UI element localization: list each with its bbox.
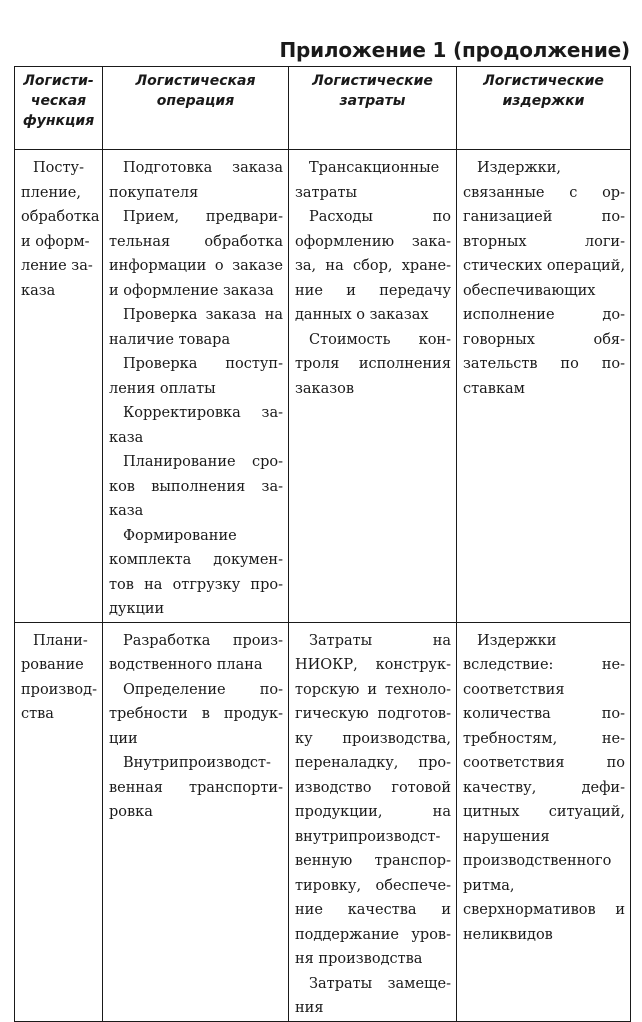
header-label: Логистические издержки (483, 73, 604, 109)
cell-paragraph: Трансакционные затраты (295, 160, 440, 201)
cell-expenses (457, 622, 631, 1021)
cell-paragraph: Подготовка заказа покупателя (109, 160, 283, 201)
cell-paragraph: Планирование сроков выполнения заказа (109, 454, 283, 519)
cell-operations (103, 622, 289, 1021)
header-expenses (457, 67, 631, 150)
cell-paragraph: Прием, предварительная обработка информации о заказе и оформление заказа (109, 209, 283, 299)
cell-expenses (457, 150, 631, 623)
header-costs (289, 67, 457, 150)
cell-paragraph: Издержки вследствие: несоответствия количества потребностям, несоответствия по качеству, дефицитных ситуаций, нарушения производственного ритма, сверхнормативов и неликвидов (463, 632, 625, 943)
cell-costs (289, 150, 457, 623)
cell-paragraph: Затраты замещения (295, 975, 451, 1016)
cell-operations (103, 150, 289, 623)
cell-paragraph: Расходы по оформлению заказа, на сбор, хранение и передачу данных о заказах (295, 209, 451, 323)
table-row (15, 150, 631, 623)
cell-paragraph: Корректировка заказа (109, 405, 283, 446)
cell-function (15, 150, 103, 623)
logistics-table (14, 66, 631, 1022)
cell-paragraph: Затраты на НИОКР, конструкторскую и технологическую подготовку производства, переналадку, производство готовой продукции, на внутрипроизводственную транспортировку, обеспечение качества и поддержание уровня производства (295, 632, 451, 967)
cell-function (15, 622, 103, 1021)
header-function (15, 67, 103, 150)
cell-paragraph: Определение потребности в продукции (109, 681, 283, 747)
cell-paragraph: Внутрипроизводственная транспортировка (109, 755, 283, 820)
cell-paragraph: Проверка поступления оплаты (109, 356, 283, 397)
cell-paragraph: Планирование производства (21, 632, 97, 722)
cell-paragraph: Стоимость контроля исполнения заказов (295, 331, 451, 397)
header-label: Логисти- ческая функция (22, 73, 95, 129)
header-label: Логистические затраты (312, 73, 433, 109)
cell-paragraph: Разработка производственного плана (109, 632, 283, 673)
header-label: Логистическая операция (135, 73, 256, 109)
table-row (15, 622, 631, 1021)
cell-paragraph: Формирование комплекта документов на отгрузку продукции (109, 527, 283, 617)
cell-paragraph: Издержки, связанные с организацией повторных логистических операций, обеспечивающих исполнение договорных обязательств по поставкам (463, 160, 625, 397)
header-operation (103, 67, 289, 150)
cell-costs (289, 622, 457, 1021)
page-title: Приложение 1 (продолжение) (279, 38, 630, 62)
cell-paragraph: Проверка заказа на наличие товара (109, 307, 283, 348)
table-header-row (15, 67, 631, 150)
cell-paragraph: Поступление, обработка и оформление заказа (21, 160, 100, 299)
